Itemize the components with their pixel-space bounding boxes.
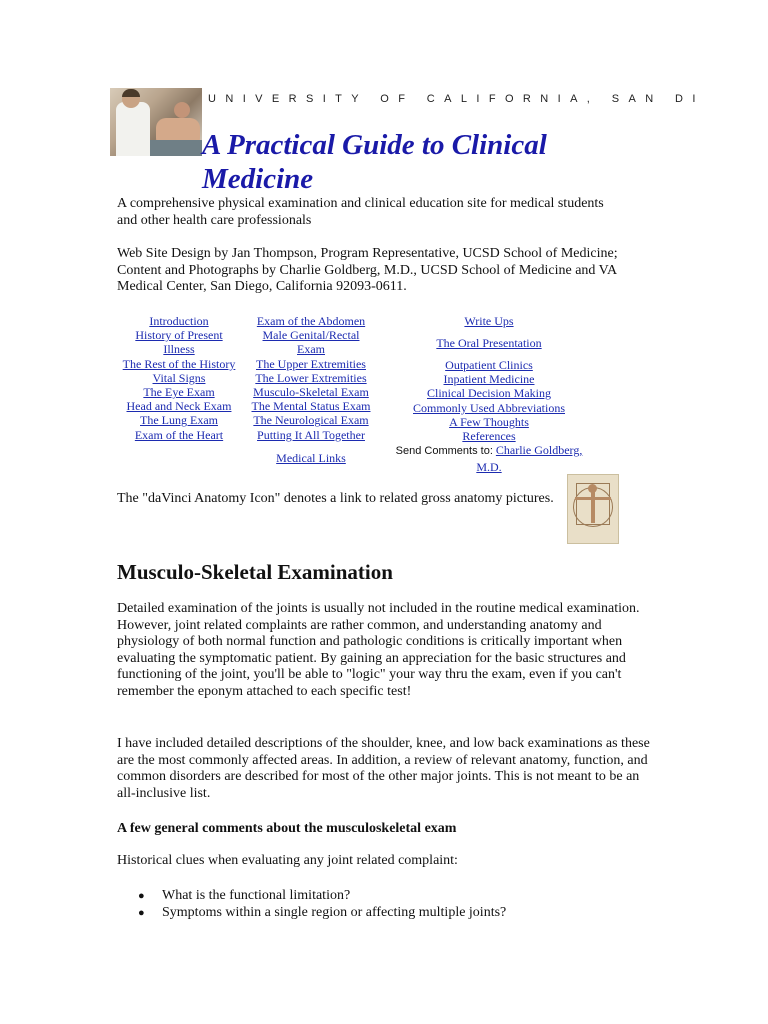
nav-link-male-genital-exam[interactable]: Exam bbox=[297, 342, 325, 357]
university-banner: UNIVERSITY OF CALIFORNIA, SAN DI bbox=[208, 93, 705, 105]
bullet-text: What is the functional limitation? bbox=[162, 888, 351, 903]
nav-link-musculo-skeletal[interactable]: Musculo-Skeletal Exam bbox=[253, 385, 369, 400]
davinci-description: The "daVinci Anatomy Icon" denotes a link to related gross anatomy pictures. bbox=[117, 491, 554, 506]
bullet-icon: ● bbox=[138, 890, 145, 902]
nav-link-heart-exam[interactable]: Exam of the Heart bbox=[134, 427, 224, 442]
nav-link-history-of-present[interactable]: History of Present bbox=[135, 328, 223, 343]
send-comments-link-md[interactable]: M.D. bbox=[476, 460, 502, 474]
nav-link-upper-extremities[interactable]: The Upper Extremities bbox=[256, 356, 366, 371]
bullet-text: Symptoms within a single region or affecting multiple joints? bbox=[162, 904, 507, 920]
nav-link-neurological[interactable]: The Neurological Exam bbox=[253, 413, 369, 428]
paragraph-1: Detailed examination of the joints is usually not included in the routine medical examination. However, joint related complaints are rather common, and understanding anatomy and physiology of both normal function and pathologic conditions is critically important when evaluating the symptomatic patient. By gaining an appreciation for the basic structures and functioning of the joint, you'll be able to "logic" your way thru the exam, even if you can't remember the eponym attached to each specific test! bbox=[117, 601, 640, 699]
nav-column-1 bbox=[114, 314, 244, 442]
nav-link-inpatient[interactable]: Inpatient Medicine bbox=[443, 372, 535, 387]
nav-link-mental-status[interactable]: The Mental Status Exam bbox=[251, 399, 371, 414]
nav-link-outpatient[interactable]: Outpatient Clinics bbox=[445, 358, 533, 372]
nav-link-putting-together[interactable]: Putting It All Together bbox=[257, 427, 365, 442]
page-title bbox=[202, 128, 642, 196]
historical-clues-text: Historical clues when evaluating any joint related complaint: bbox=[117, 853, 458, 868]
nav-link-rest-of-history[interactable]: The Rest of the History bbox=[122, 356, 236, 371]
send-comments-link[interactable]: Charlie Goldberg, bbox=[495, 443, 583, 457]
nav-link-references[interactable]: References bbox=[462, 429, 516, 444]
list-item bbox=[138, 905, 506, 922]
paragraph-2: I have included detailed descriptions of the shoulder, knee, and low back examinations as these are the most commonly affected areas. In addition, a review of relevant anatomy, function, and common disorders are described for most of the other major joints. This is not meant to be an all-inclusive list. bbox=[117, 736, 650, 801]
credits-text: Web Site Design by Jan Thompson, Program Representative, UCSD School of Medicine; Content and Photographs by Charlie Goldberg, M.D., UCSD School of Medicine and VA Medical Center, San Diego, California 92093-0611. bbox=[117, 246, 618, 295]
bullet-list bbox=[138, 888, 506, 921]
nav-link-illness[interactable]: Illness bbox=[163, 342, 195, 357]
nav-link-lower-extremities[interactable]: The Lower Extremities bbox=[255, 370, 367, 385]
nav-link-medical-links[interactable]: Medical Links bbox=[276, 451, 346, 465]
nav-link-few-thoughts[interactable]: A Few Thoughts bbox=[449, 414, 529, 429]
nav-link-introduction[interactable]: Introduction bbox=[149, 314, 209, 328]
nav-column-2 bbox=[244, 314, 378, 442]
nav-link-eye-exam[interactable]: The Eye Exam bbox=[143, 385, 215, 400]
nav-link-male-genital[interactable]: Male Genital/Rectal bbox=[262, 328, 360, 343]
nav-link-decision-making[interactable]: Clinical Decision Making bbox=[427, 386, 551, 401]
nav-link-abdomen[interactable]: Exam of the Abdomen bbox=[256, 314, 366, 328]
title-line-2: Medicine bbox=[202, 163, 314, 195]
nav-link-oral-presentation[interactable]: The Oral Presentation bbox=[436, 336, 542, 350]
nav-link-abbreviations[interactable]: Commonly Used Abbreviations bbox=[413, 400, 565, 415]
bullet-icon: ● bbox=[138, 906, 145, 919]
nav-link-lung-exam[interactable]: The Lung Exam bbox=[140, 413, 218, 428]
doctor-patient-photo bbox=[110, 88, 202, 156]
nav-link-head-neck-exam[interactable]: Head and Neck Exam bbox=[126, 399, 232, 414]
davinci-anatomy-icon bbox=[567, 474, 619, 544]
subheading: A few general comments about the musculoskeletal exam bbox=[117, 821, 457, 836]
nav-link-vital-signs[interactable]: Vital Signs bbox=[152, 370, 206, 385]
nav-column-3 bbox=[398, 314, 580, 328]
send-comments bbox=[386, 442, 592, 475]
list-item bbox=[138, 888, 506, 905]
section-heading: Musculo-Skeletal Examination bbox=[117, 560, 393, 584]
title-line-1: A Practical Guide to Clinical bbox=[202, 129, 547, 161]
nav-link-write-ups[interactable]: Write Ups bbox=[464, 314, 514, 328]
send-comments-label: Send Comments to: bbox=[395, 445, 493, 457]
nav-column-3-lower bbox=[398, 358, 580, 443]
intro-text: A comprehensive physical examination and clinical education site for medical students and other health care professionals bbox=[117, 196, 604, 228]
